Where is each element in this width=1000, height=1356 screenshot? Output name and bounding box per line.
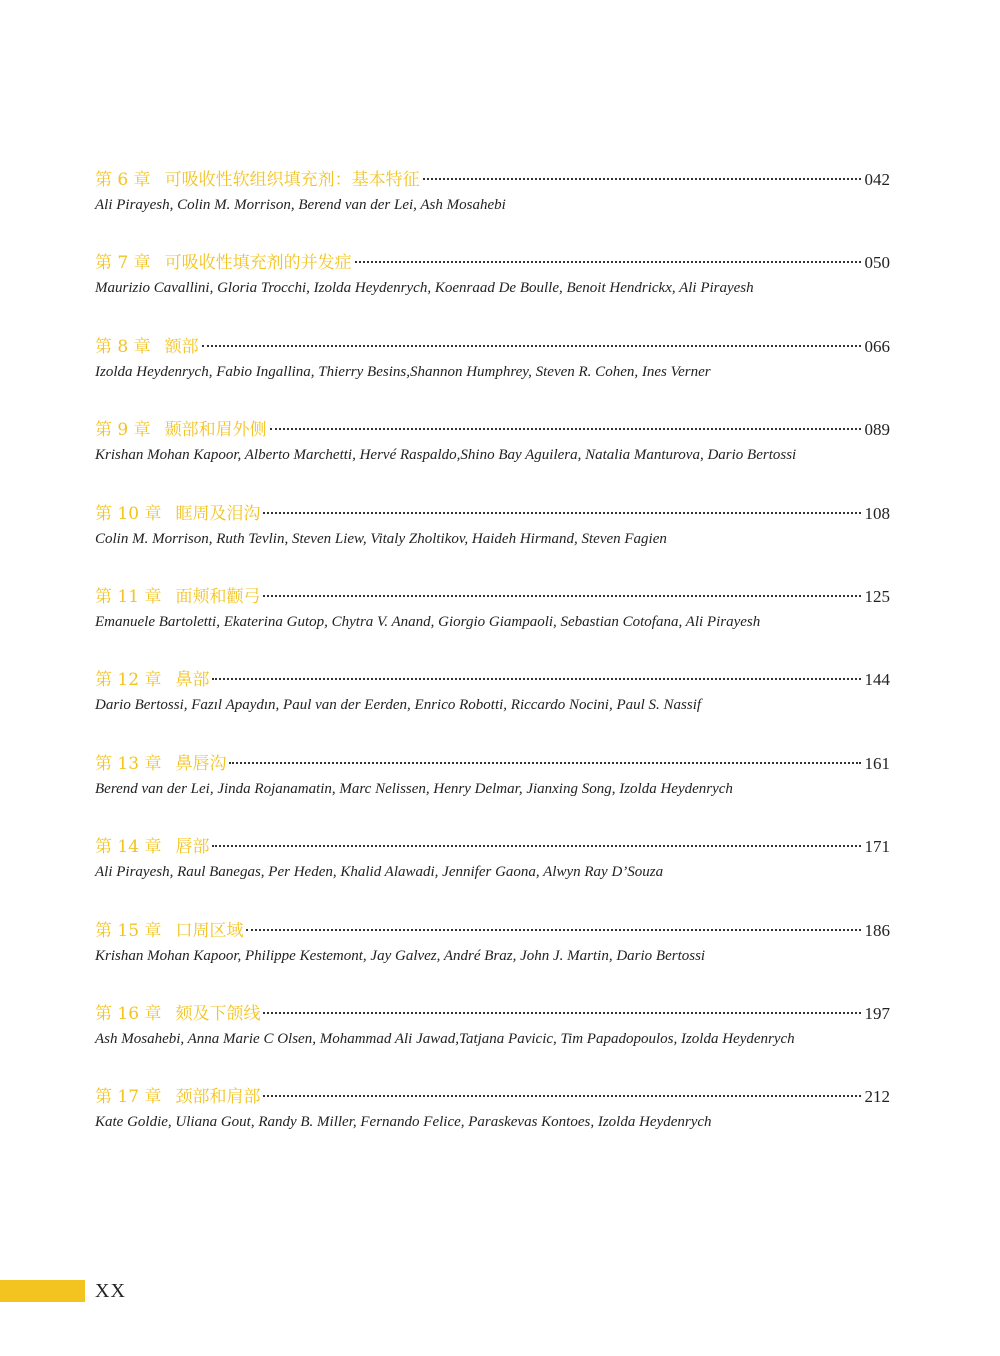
toc-entry[interactable]: [95, 500, 890, 583]
chapter-number: 第 9 章: [95, 420, 151, 441]
chapter-heading: [95, 750, 226, 778]
toc-entry[interactable]: [95, 166, 890, 249]
chapter-authors: Ali Pirayesh, Raul Banegas, Per Heden, Khalid Alawadi, Jennifer Gaona, Alwyn Ray D’Souza: [95, 864, 664, 881]
chapter-authors: Izolda Heydenrych, Fabio Ingallina, Thierry Besins,Shannon Humphrey, Steven R. Cohen, Ines Verner: [95, 363, 711, 380]
chapter-heading: [95, 416, 267, 444]
chapter-heading: [95, 583, 260, 611]
table-of-contents: [95, 166, 890, 1167]
toc-heading-line: [95, 666, 890, 694]
chapter-authors: Krishan Mohan Kapoor, Alberto Marchetti, Hervé Raspaldo,Shino Bay Aguilera, Natalia Manturova, Dario Bertossi: [95, 447, 797, 464]
chapter-heading: [95, 833, 209, 861]
chapter-heading: [95, 917, 243, 945]
page-number: XX: [95, 1280, 126, 1302]
toc-heading-line: [95, 333, 890, 361]
chapter-authors: Dario Bertossi, Fazıl Apaydın, Paul van der Eerden, Enrico Robotti, Riccardo Nocini, Paul S. Nassif: [95, 697, 702, 714]
chapter-title: 可吸收性填充剂的并发症: [164, 253, 352, 274]
chapter-authors: Berend van der Lei, Jinda Rojanamatin, Marc Nelissen, Henry Delmar, Jianxing Song, Izolda Heydenrych: [95, 780, 733, 797]
chapter-page-number: 197: [864, 1003, 890, 1023]
dot-leader: [263, 1012, 860, 1014]
dot-leader: [263, 595, 860, 597]
chapter-heading: [95, 1000, 260, 1028]
toc-entry[interactable]: [95, 833, 890, 916]
dot-leader: [229, 762, 860, 764]
chapter-number: 第 13 章: [95, 753, 162, 774]
chapter-page-number: 161: [864, 753, 890, 773]
chapter-number: 第 11 章: [95, 586, 162, 607]
chapter-page-number: 186: [864, 920, 890, 940]
toc-entry[interactable]: [95, 249, 890, 332]
dot-leader: [263, 1095, 860, 1097]
chapter-heading: [95, 666, 209, 694]
chapter-authors: Ali Pirayesh, Colin M. Morrison, Berend van der Lei, Ash Mosahebi: [95, 197, 506, 213]
chapter-heading: [95, 500, 260, 528]
chapter-number: 第 14 章: [95, 837, 162, 858]
chapter-title: 眶周及泪沟: [175, 503, 261, 524]
dot-leader: [212, 845, 860, 847]
footer-accent-bar: [0, 1280, 85, 1302]
toc-heading-line: [95, 1000, 890, 1028]
chapter-title: 颞部和眉外侧: [164, 420, 267, 441]
chapter-page-number: 042: [864, 170, 890, 189]
toc-entry[interactable]: [95, 917, 890, 1000]
chapter-number: 第 6 章: [95, 170, 151, 190]
chapter-page-number: 108: [864, 503, 890, 523]
chapter-authors: Krishan Mohan Kapoor, Philippe Kestemont, Jay Galvez, André Braz, John J. Martin, Dario Bertossi: [95, 947, 706, 964]
chapter-heading: [95, 249, 352, 277]
chapter-page-number: 066: [864, 336, 890, 356]
dot-leader: [355, 261, 861, 263]
toc-heading-line: [95, 249, 890, 277]
chapter-number: 第 10 章: [95, 503, 162, 524]
chapter-title: 可吸收性软组织填充剂：基本特征: [164, 170, 420, 190]
chapter-title: 颏及下颌线: [175, 1003, 261, 1024]
dot-leader: [263, 512, 860, 514]
chapter-page-number: 089: [864, 420, 890, 440]
chapter-authors: Ash Mosahebi, Anna Marie C Olsen, Mohammad Ali Jawad,Tatjana Pavicic, Tim Papadopoulos, Izolda Heydenrych: [95, 1030, 795, 1047]
toc-heading-line: [95, 833, 890, 861]
toc-heading-line: [95, 1083, 890, 1111]
toc-entry[interactable]: [95, 666, 890, 749]
toc-entry[interactable]: [95, 333, 890, 416]
chapter-number: 第 7 章: [95, 253, 151, 274]
toc-heading-line: [95, 583, 890, 611]
chapter-title: 鼻唇沟: [175, 753, 227, 774]
toc-heading-line: [95, 917, 890, 945]
chapter-number: 第 12 章: [95, 670, 162, 691]
chapter-number: 第 16 章: [95, 1003, 162, 1024]
toc-entry[interactable]: [95, 1000, 890, 1083]
chapter-page-number: 144: [864, 670, 890, 690]
chapter-page-number: 171: [864, 837, 890, 857]
chapter-title: 口周区域: [175, 920, 244, 941]
toc-entry[interactable]: [95, 583, 890, 666]
toc-heading-line: [95, 416, 890, 444]
dot-leader: [270, 428, 861, 430]
chapter-page-number: 212: [864, 1087, 890, 1107]
chapter-title: 额部: [164, 336, 199, 357]
chapter-authors: Emanuele Bartoletti, Ekaterina Gutop, Chytra V. Anand, Giorgio Giampaoli, Sebastian Cotofana, Ali Pirayesh: [95, 613, 761, 630]
chapter-heading: [95, 1083, 260, 1111]
dot-leader: [423, 178, 861, 180]
dot-leader: [212, 678, 860, 680]
chapter-heading: [95, 166, 420, 194]
chapter-title: 面颊和颧弓: [175, 586, 261, 607]
toc-heading-line: [95, 750, 890, 778]
chapter-authors: Kate Goldie, Uliana Gout, Randy B. Miller, Fernando Felice, Paraskevas Kontoes, Izolda Heydenrych: [95, 1114, 712, 1131]
toc-heading-line: [95, 500, 890, 528]
dot-leader: [202, 345, 861, 347]
chapter-authors: Colin M. Morrison, Ruth Tevlin, Steven Liew, Vitaly Zholtikov, Haideh Hirmand, Steven Fagien: [95, 530, 667, 547]
chapter-page-number: 050: [864, 253, 890, 273]
chapter-number: 第 17 章: [95, 1087, 162, 1108]
toc-entry[interactable]: [95, 1083, 890, 1166]
chapter-number: 第 15 章: [95, 920, 162, 941]
chapter-authors: Maurizio Cavallini, Gloria Trocchi, Izolda Heydenrych, Koenraad De Boulle, Benoit Hendrickx, Ali Pirayesh: [95, 280, 754, 297]
chapter-title: 唇部: [175, 837, 210, 858]
dot-leader: [246, 929, 860, 931]
toc-heading-line: [95, 166, 890, 194]
toc-entry[interactable]: [95, 416, 890, 499]
chapter-page-number: 125: [864, 586, 890, 606]
chapter-title: 鼻部: [175, 670, 210, 691]
chapter-title: 颈部和肩部: [175, 1087, 261, 1108]
chapter-number: 第 8 章: [95, 336, 151, 357]
chapter-heading: [95, 333, 199, 361]
toc-entry[interactable]: [95, 750, 890, 833]
